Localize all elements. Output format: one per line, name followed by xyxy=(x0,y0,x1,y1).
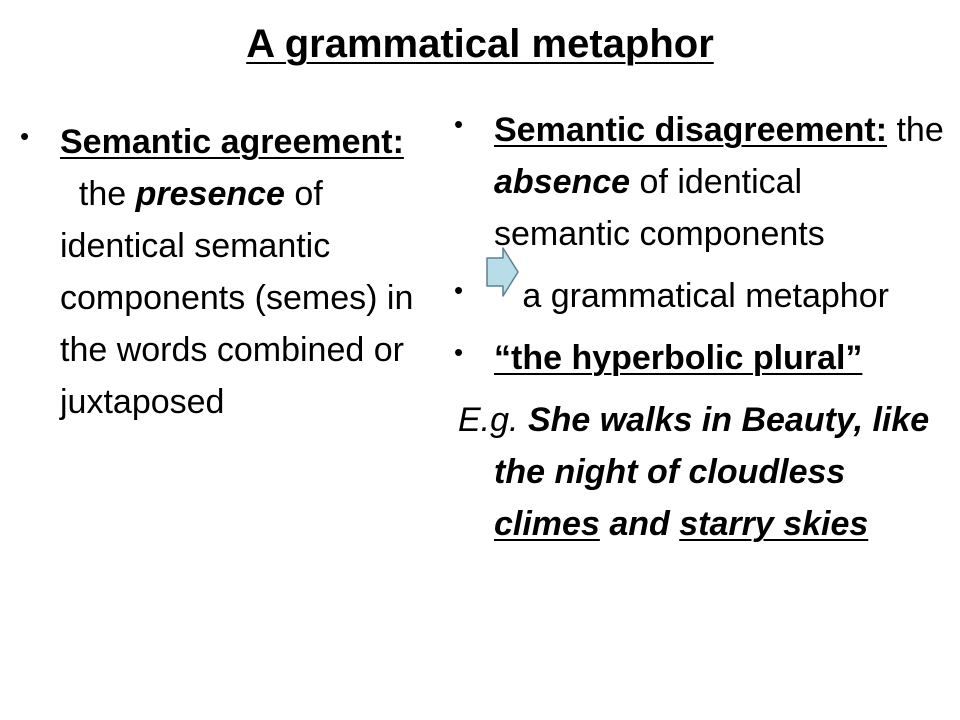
semantic-disagreement-item xyxy=(454,104,944,260)
bullet: • xyxy=(20,121,30,151)
definition-text: of identical semantic components (semes) in the words combined or juxtaposed xyxy=(60,175,414,421)
presence-emphasis: presence xyxy=(135,175,285,213)
definition-text: of identical semantic components xyxy=(494,163,825,253)
grammatical-metaphor-item xyxy=(454,270,944,322)
right-arrow-icon xyxy=(486,246,520,298)
definition-text: the xyxy=(78,175,127,213)
bullet: • xyxy=(454,337,464,367)
example-prefix: E.g. xyxy=(458,401,519,439)
example-underlined-starry-skies: starry skies xyxy=(679,505,869,543)
semantic-agreement-term: Semantic agreement: xyxy=(60,123,404,161)
hyperbolic-plural-text: “the hyperbolic plural” xyxy=(494,339,863,377)
example-underlined-climes: climes xyxy=(494,505,600,543)
grammatical-metaphor-text: a grammatical metaphor xyxy=(522,277,889,315)
example-text: She walks in Beauty, like the night of cloudless xyxy=(494,401,930,491)
bullet: • xyxy=(454,109,464,139)
example-text: and xyxy=(609,505,670,543)
absence-emphasis: absence xyxy=(494,163,631,201)
example-quote xyxy=(458,394,944,550)
definition-text: the xyxy=(896,111,944,149)
slide-title: A grammatical metaphor xyxy=(246,22,714,66)
semantic-disagreement-term: Semantic disagreement: xyxy=(494,111,888,149)
left-column xyxy=(20,116,420,428)
right-column xyxy=(454,104,944,550)
hyperbolic-plural-item xyxy=(454,332,944,384)
semantic-agreement-item xyxy=(20,116,420,428)
bullet: • xyxy=(454,275,464,305)
